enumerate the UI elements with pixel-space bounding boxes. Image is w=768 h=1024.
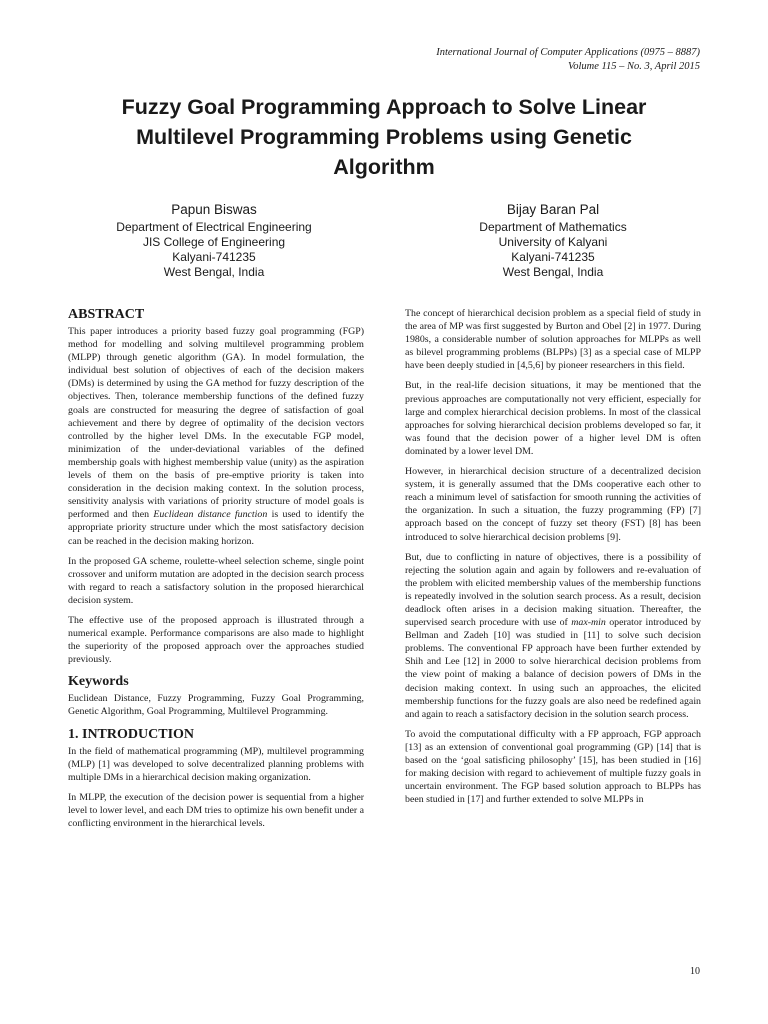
body-paragraph: However, in hierarchical decision structure of a decentralized decision system, it is generally assumed that the DMs cooperative each other to reach a minimum level of satisfaction for smooth running the activities of the organization. In such a situation, the fuzzy programming (FP) [7] approach based on the concept of fuzzy set theory (FST) [8] has been introduced to solve hierarchical decision problems [9].	[405, 466, 701, 543]
abstract-paragraph: In the proposed GA scheme, roulette-wheel selection scheme, single point crossover and uniform mutation are adopted in the decision search process with regard to reach a satisfactory solution in the proposed hierarchical decision system.	[68, 555, 364, 606]
journal-header	[436, 46, 700, 74]
abstract-heading: ABSTRACT	[68, 307, 145, 322]
title-line: Multilevel Programming Problems using Genetic	[136, 125, 632, 149]
author-block-1	[64, 200, 364, 280]
emphasis-text: max-min	[571, 617, 606, 629]
journal-volume: Volume 115 – No. 3, April 2015	[567, 61, 700, 72]
right-column	[405, 307, 701, 813]
keywords-heading: Keywords	[68, 674, 129, 690]
text-run: But, due to conflicting in nature of objectives, there is a possibility of rejecting the solution again and again by followers and re-evaluation of the problem with elicited membership values of the membership functions is repeatedly involved in the solution search process. As a result, decision deadlock often arises in a decision making situation. Thereafter, the supervised search procedure with use of	[405, 551, 701, 629]
author-region: West Bengal, India	[163, 265, 265, 279]
body-paragraph: The concept of hierarchical decision problem as a special field of study in the area of MP was first suggested by Burton and Obel [2] in 1977. During 1980s, a considerable number of solution approaches for MLPPs as well as bilevel programming problems (BLPPs) [3] as a special case of MLPP have been deeply studied in [4,5,6] by pioneer researchers in this field.	[405, 308, 701, 372]
title-line: Algorithm	[333, 155, 435, 179]
body-paragraph: To avoid the computational difficulty with a FP approach, FGP approach [13] as an extension of conventional goal programming (GP) [14] that is based on the ‘goal satisficing philosophy’ [15], has been studied in [16] for making decision with regard to achievement of multiple fuzzy goals in uncertain environment. The FGP based solution approach to BLPPs has been studied in [17] and further extended to solve MLPPs in	[405, 728, 701, 806]
body-paragraph: In MLPP, the execution of the decision power is sequential from a higher level to lower level, and each DM tries to optimize his own benefit under a conflicting environment in the hierarchical levels.	[68, 791, 364, 829]
keywords-text: Euclidean Distance, Fuzzy Programming, Fuzzy Goal Programming, Genetic Algorithm, Goal Programming, Multilevel Programming.	[68, 693, 364, 718]
author-name: Papun Biswas	[171, 202, 257, 217]
author-city: Kalyani-741235	[511, 250, 595, 264]
author-institution: University of Kalyani	[498, 235, 608, 249]
paper-title	[60, 92, 708, 182]
author-region: West Bengal, India	[502, 265, 604, 279]
author-department: Department of Electrical Engineering	[116, 220, 312, 234]
author-block-2	[403, 200, 703, 280]
body-paragraph	[405, 551, 701, 721]
author-name: Bijay Baran Pal	[506, 202, 600, 217]
journal-name: International Journal of Computer Applications (0975 – 8887)	[436, 47, 700, 58]
body-paragraph: But, in the real-life decision situations, it may be mentioned that the previous approaches are computationally not very efficient, especially for large and complex hierarchical decision problems. In most of the classical approaches for solving hierarchical decision problems developed so far, it was found that the decision power of a higher level DM is often dominated by a lower level DM.	[405, 380, 701, 457]
left-column	[68, 306, 364, 837]
author-department: Department of Mathematics	[479, 220, 627, 234]
body-paragraph: In the field of mathematical programming (MP), multilevel programming (MLP) [1] was developed to solve decentralized planning problems with multiple DMs in a hierarchical decision making organization.	[68, 745, 364, 783]
emphasis-text: Euclidean distance function	[153, 509, 268, 521]
text-run: This paper introduces a priority based fuzzy goal programming (FGP) method for modelling and solving multilevel programming problem (MLPP) through genetic algorithm (GA). In model formulation, the individual best solution of objectives of each of the decision makers (DMs) is determined by using the GA method for fuzzy description of the objectives. Then, tolerance membership functions of the defined fuzzy goals are constructed for measuring the degree of satisfaction of goal achievement and there by degree of optimality of the decision vectors controlled by the higher level DMs. In the executable FGP model, minimization of the under-deviational variables of the defined membership goals with highest membership value (unity) as the aspiration levels of them on the basis of pre-emptive priority is taken into consideration in the decision making context. In the solution process, sensitivity analysis with variations of priority structure of model goals is performed and then	[68, 326, 364, 521]
text-run: is used to identify the appropriate priority structure under which the most satisfactory decision can be reached in the decision making horizon.	[68, 509, 365, 547]
author-city: Kalyani-741235	[172, 250, 256, 264]
introduction-heading: 1. INTRODUCTION	[68, 726, 195, 742]
author-institution: JIS College of Engineering	[142, 235, 286, 249]
abstract-paragraph: The effective use of the proposed approach is illustrated through a numerical example. Performance comparisons are also made to highlight the superiority of the proposed approach over the approaches studied previously.	[68, 614, 364, 666]
text-run: operator introduced by Bellman and Zadeh [10] was studied in [11] to solve such decision problems. The conventional FP approach have been further extended by Shih and Lee [12] in 2000 to solve hierarchical decision problems from the view point of making a balance of decision powers of DMs in the decision making context. In using such an approaches, the elicited membership functions for the fuzzy goals are also need be redefined again and again to reach a satisfactory decision in the solution search process.	[405, 617, 702, 720]
page-number: 10	[690, 966, 700, 977]
abstract-paragraph	[68, 325, 364, 548]
title-line: Fuzzy Goal Programming Approach to Solve Linear	[121, 95, 647, 119]
